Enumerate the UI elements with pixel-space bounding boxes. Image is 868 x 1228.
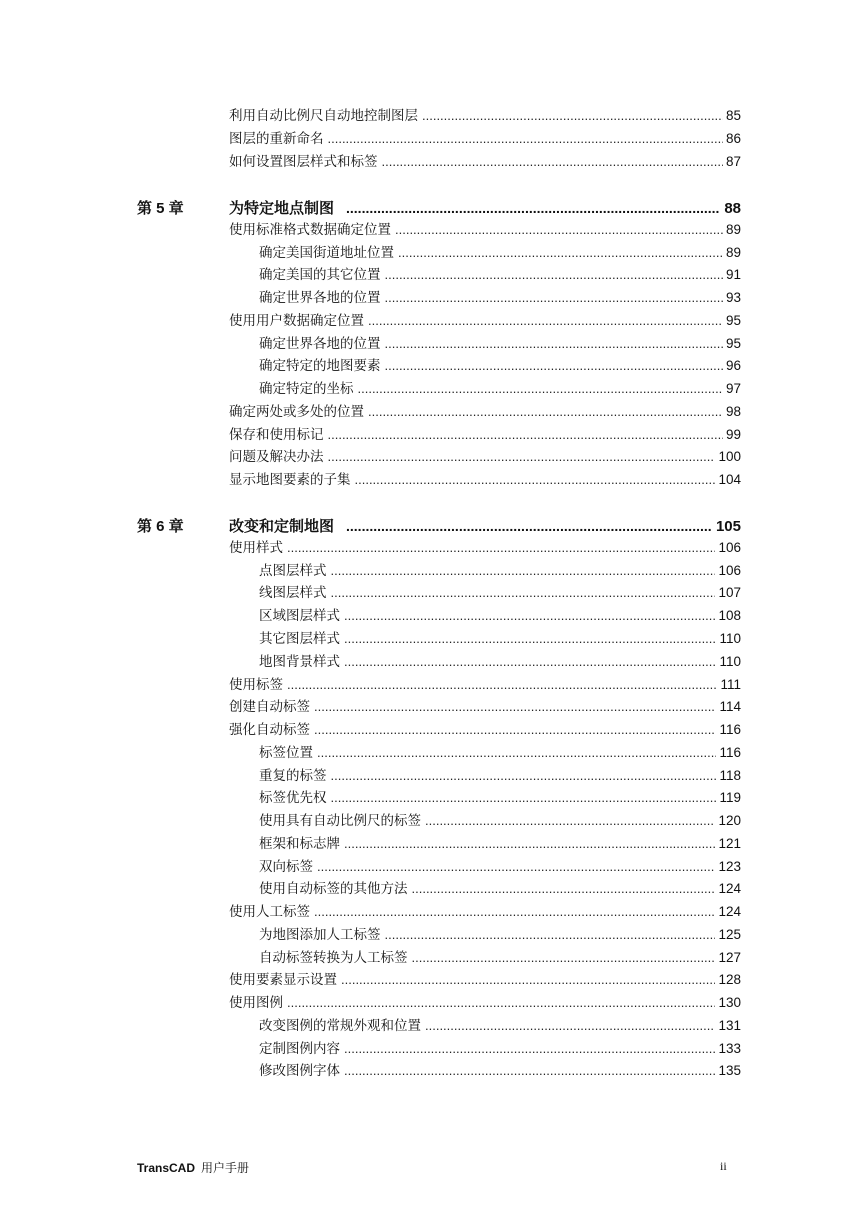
toc-entry-page: 108 [718,608,741,623]
dot-leader [344,607,715,625]
toc-subentry[interactable] [259,744,741,762]
toc-entry-page: 106 [718,540,741,555]
toc-subentry[interactable] [259,1040,741,1058]
dot-leader [314,698,716,716]
toc-entry-title: 确定世界各地的位置 [259,290,381,306]
toc-subentry[interactable] [259,949,741,967]
dot-leader [368,312,723,330]
toc-entry-page: 106 [718,563,741,578]
dot-leader [385,266,723,284]
toc-entry-title: 线图层样式 [259,585,327,601]
toc-subentry[interactable] [259,653,741,671]
toc-entry-page: 87 [725,154,741,169]
toc-entry-page: 95 [725,313,741,328]
dot-leader [368,403,723,421]
toc-entry[interactable] [229,130,741,148]
dot-leader [385,335,723,353]
toc-entry-page: 127 [718,950,741,965]
dot-leader [425,1017,715,1035]
toc-entry-title: 确定美国的其它位置 [259,267,381,283]
toc-entry[interactable] [229,221,741,239]
toc-entry-title: 改变图例的常规外观和位置 [259,1018,421,1034]
footer-page-number: ii [720,1159,727,1173]
toc-entry-page: 111 [720,677,741,692]
dot-leader [287,994,715,1012]
dot-leader [346,516,712,536]
dot-leader [344,1040,715,1058]
toc-entry[interactable] [229,312,741,330]
toc-subentry[interactable] [259,812,741,830]
toc-entry-title: 使用自动标签的其他方法 [259,881,408,897]
chapter-5-heading[interactable] [137,198,741,219]
toc-entry-title: 修改图例字体 [259,1063,340,1079]
toc-entry-page: 98 [725,404,741,419]
toc-entry-title: 使用人工标签 [229,904,310,920]
dot-leader [317,744,716,762]
dot-leader [346,198,720,218]
dot-leader [314,721,716,739]
toc-entry-title: 使用具有自动比例尺的标签 [259,813,421,829]
toc-subentry[interactable] [259,244,741,262]
dot-leader [287,676,717,694]
dot-leader [425,812,715,830]
dot-leader [328,130,723,148]
toc-entry[interactable] [229,698,741,716]
toc-entry-page: 99 [725,427,741,442]
toc-entry-title: 其它图层样式 [259,631,340,647]
toc-entry-title: 标签优先权 [259,790,327,806]
chapter-6-heading[interactable] [137,516,741,537]
dot-leader [344,653,716,671]
toc-entry-title: 使用标准格式数据确定位置 [229,222,391,238]
toc-subentry[interactable] [259,630,741,648]
toc-subentry[interactable] [259,1062,741,1080]
toc-entry-page: 110 [719,654,741,669]
dot-leader [412,949,716,967]
toc-entry-title: 确定特定的坐标 [259,381,354,397]
toc-entry-page: 119 [719,790,741,805]
dot-leader [331,789,717,807]
toc-entry-title: 确定特定的地图要素 [259,358,381,374]
chapter-title: 为特定地点制图 [229,199,335,217]
toc-entry-title: 使用用户数据确定位置 [229,313,364,329]
toc-entry-page: 96 [725,358,741,373]
toc-entry-page: 124 [718,881,741,896]
toc-entry-title: 确定美国街道地址位置 [259,245,394,261]
dot-leader [287,539,715,557]
dot-leader [385,289,723,307]
toc-entry[interactable] [229,153,741,171]
toc-entry-title: 点图层样式 [259,563,327,579]
toc-entry-page: 89 [725,245,741,260]
toc-entry-page: 100 [718,449,741,464]
toc-entry[interactable] [229,676,741,694]
toc-entry-page: 124 [718,904,741,919]
toc-entry-page: 130 [718,995,741,1010]
toc-entry-title: 强化自动标签 [229,722,310,738]
toc-entry-title: 使用图例 [229,995,283,1011]
toc-entry-page: 89 [725,222,741,237]
dot-leader [344,1062,715,1080]
toc-entry-title: 区域图层样式 [259,608,340,624]
dot-leader [355,471,716,489]
toc-subentry[interactable] [259,266,741,284]
toc-subentry[interactable] [259,562,741,580]
toc-entry-page: 91 [725,267,741,282]
chapter-label: 第 6 章 [137,518,184,535]
toc-entry-title: 双向标签 [259,859,313,875]
toc-subentry[interactable] [259,289,741,307]
dot-leader [344,630,716,648]
toc-entry-page: 121 [718,836,741,851]
toc-entry-title: 确定世界各地的位置 [259,336,381,352]
toc-entry-title: 显示地图要素的子集 [229,472,351,488]
toc-entry[interactable] [229,971,741,989]
toc-entry-page: 135 [718,1063,741,1078]
toc-entry-page: 85 [725,108,741,123]
toc-entry-page: 97 [725,381,741,396]
chapter-title: 改变和定制地图 [229,517,335,535]
toc-subentry[interactable] [259,858,741,876]
dot-leader [341,971,715,989]
toc-entry-title: 为地图添加人工标签 [259,927,381,943]
dot-leader [331,562,716,580]
toc-entry-page: 118 [719,768,741,783]
footer-title [137,1159,249,1176]
dot-leader [314,903,715,921]
toc-entry-page: 107 [718,585,741,600]
toc-entry-title: 问题及解决办法 [229,449,324,465]
toc-entry-page: 116 [719,745,741,760]
toc-entry-title: 重复的标签 [259,768,327,784]
toc-entry-title: 图层的重新命名 [229,131,324,147]
toc-subentry[interactable] [259,789,741,807]
chapter-page: 88 [724,200,741,217]
dot-leader [328,426,723,444]
toc-entry-title: 地图背景样式 [259,654,340,670]
toc-entry-page: 131 [718,1018,741,1033]
toc-entry-page: 120 [718,813,741,828]
toc-subentry[interactable] [259,357,741,375]
footer-brand: TransCAD [137,1161,196,1175]
toc-entry-page: 86 [725,131,741,146]
toc-entry-title: 框架和标志牌 [259,836,340,852]
footer-subtitle: 用户手册 [201,1161,250,1175]
toc-entry-page: 133 [718,1041,741,1056]
toc-subentry[interactable] [259,380,741,398]
toc-subentry[interactable] [259,767,741,785]
toc-entry[interactable] [229,107,741,125]
toc-subentry[interactable] [259,880,741,898]
toc-entry-page: 125 [718,927,741,942]
toc-entry-title: 创建自动标签 [229,699,310,715]
toc-entry[interactable] [229,539,741,557]
dot-leader [385,926,716,944]
dot-leader [398,244,723,262]
toc-entry-page: 123 [718,859,741,874]
dot-leader [331,584,716,602]
dot-leader [344,835,715,853]
toc-subentry[interactable] [259,1017,741,1035]
toc-subentry[interactable] [259,926,741,944]
dot-leader [382,153,723,171]
chapter-page: 105 [715,518,741,535]
toc-entry[interactable] [229,721,741,739]
dot-leader [358,380,723,398]
toc-entry-page: 110 [719,631,741,646]
dot-leader [422,107,723,125]
dot-leader [395,221,723,239]
toc-entry-page: 114 [719,699,741,714]
toc-entry-title: 自动标签转换为人工标签 [259,950,408,966]
toc-entry-page: 116 [719,722,741,737]
toc-subentry[interactable] [259,335,741,353]
toc-entry-title: 确定两处或多处的位置 [229,404,364,420]
dot-leader [331,767,717,785]
toc-entry[interactable] [229,403,741,421]
toc-entry[interactable] [229,994,741,1012]
toc-entry-title: 如何设置图层样式和标签 [229,154,378,170]
toc-entry-title: 使用标签 [229,677,283,693]
toc-subentry[interactable] [259,584,741,602]
toc-subentry[interactable] [259,607,741,625]
toc-entry-page: 95 [725,336,741,351]
toc-entry[interactable] [229,426,741,444]
toc-subentry[interactable] [259,835,741,853]
toc-entry-page: 128 [718,972,741,987]
chapter-label: 第 5 章 [137,200,184,217]
toc-entry-title: 利用自动比例尺自动地控制图层 [229,108,418,124]
dot-leader [328,448,716,466]
toc-entry-page: 104 [718,472,741,487]
toc-entry-title: 定制图例内容 [259,1041,340,1057]
dot-leader [385,357,723,375]
toc-entry[interactable] [229,448,741,466]
toc-entry[interactable] [229,471,741,489]
dot-leader [317,858,715,876]
toc-entry-title: 使用要素显示设置 [229,972,337,988]
toc-entry[interactable] [229,903,741,921]
toc-entry-title: 保存和使用标记 [229,427,324,443]
dot-leader [412,880,716,898]
toc-entry-title: 使用样式 [229,540,283,556]
toc-entry-page: 93 [725,290,741,305]
toc-entry-title: 标签位置 [259,745,313,761]
